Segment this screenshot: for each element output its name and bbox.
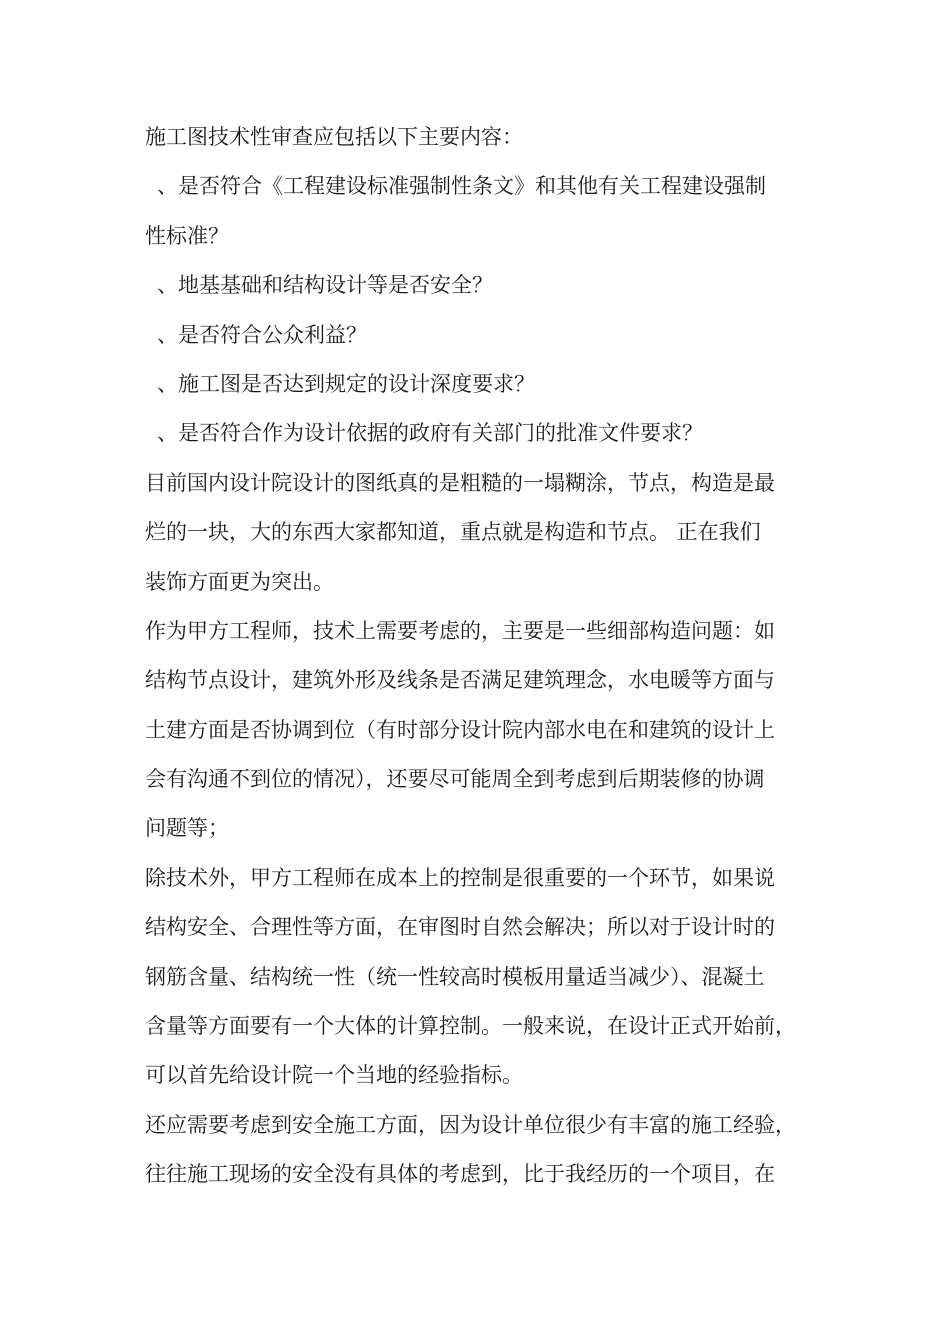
list-item: 、是否符合《工程建设标准强制性条文》和其他有关工程建设强制 (157, 174, 766, 199)
text-line: 施工图技术性审查应包括以下主要内容： (145, 125, 523, 149)
text-line: 作为甲方工程师，技术上需要考虑的，主要是一些细部构造问题：如 (145, 618, 775, 643)
text-line: 问题等； (145, 816, 229, 841)
document-body (145, 113, 817, 1200)
text-line: 土建方面是否协调到位（有时部分设计院内部水电在和建筑的设计上 (145, 717, 775, 742)
text-line: 除技术外，甲方工程师在成本上的控制是很重要的一个环节，如果说 (145, 865, 775, 890)
text-line: 目前国内设计院设计的图纸真的是粗糙的一塌糊涂，节点，构造是最 (145, 470, 775, 495)
text-line: 结构节点设计，建筑外形及线条是否满足建筑理念，水电暖等方面与 (145, 668, 775, 693)
text-line: 烂的一块，大的东西大家都知道，重点就是构造和节点。 正在我们 (145, 520, 761, 545)
text-line: 结构安全、合理性等方面，在审图时自然会解决；所以对于设计时的 (145, 915, 775, 940)
list-item: 、施工图是否达到规定的设计深度要求？ (157, 371, 535, 396)
text-line: 还应需要考虑到安全施工方面，因为设计单位很少有丰富的施工经验， (145, 1112, 796, 1137)
text-line: 含量等方面要有一个大体的计算控制。一般来说，在设计正式开始前， (145, 1014, 796, 1039)
list-item: 、地基基础和结构设计等是否安全？ (157, 273, 493, 298)
text-line: 性标准？ (145, 223, 229, 248)
text-line: 往往施工现场的安全没有具体的考虑到，比于我经历的一个项目，在 (145, 1162, 775, 1187)
text-line: 钢筋含量、结构统一性（统一性较高时模板用量适当减少）、混凝土 (145, 964, 765, 989)
text-line: 可以首先给设计院一个当地的经验指标。 (145, 1063, 523, 1088)
list-item: 、是否符合公众利益？ (157, 322, 367, 347)
text-line: 装饰方面更为突出。 (145, 569, 334, 594)
text-line: 会有沟通不到位的情况），还要尽可能周全到考虑到后期装修的协调 (145, 767, 765, 792)
list-item: 、是否符合作为设计依据的政府有关部门的批准文件要求？ (157, 421, 703, 446)
